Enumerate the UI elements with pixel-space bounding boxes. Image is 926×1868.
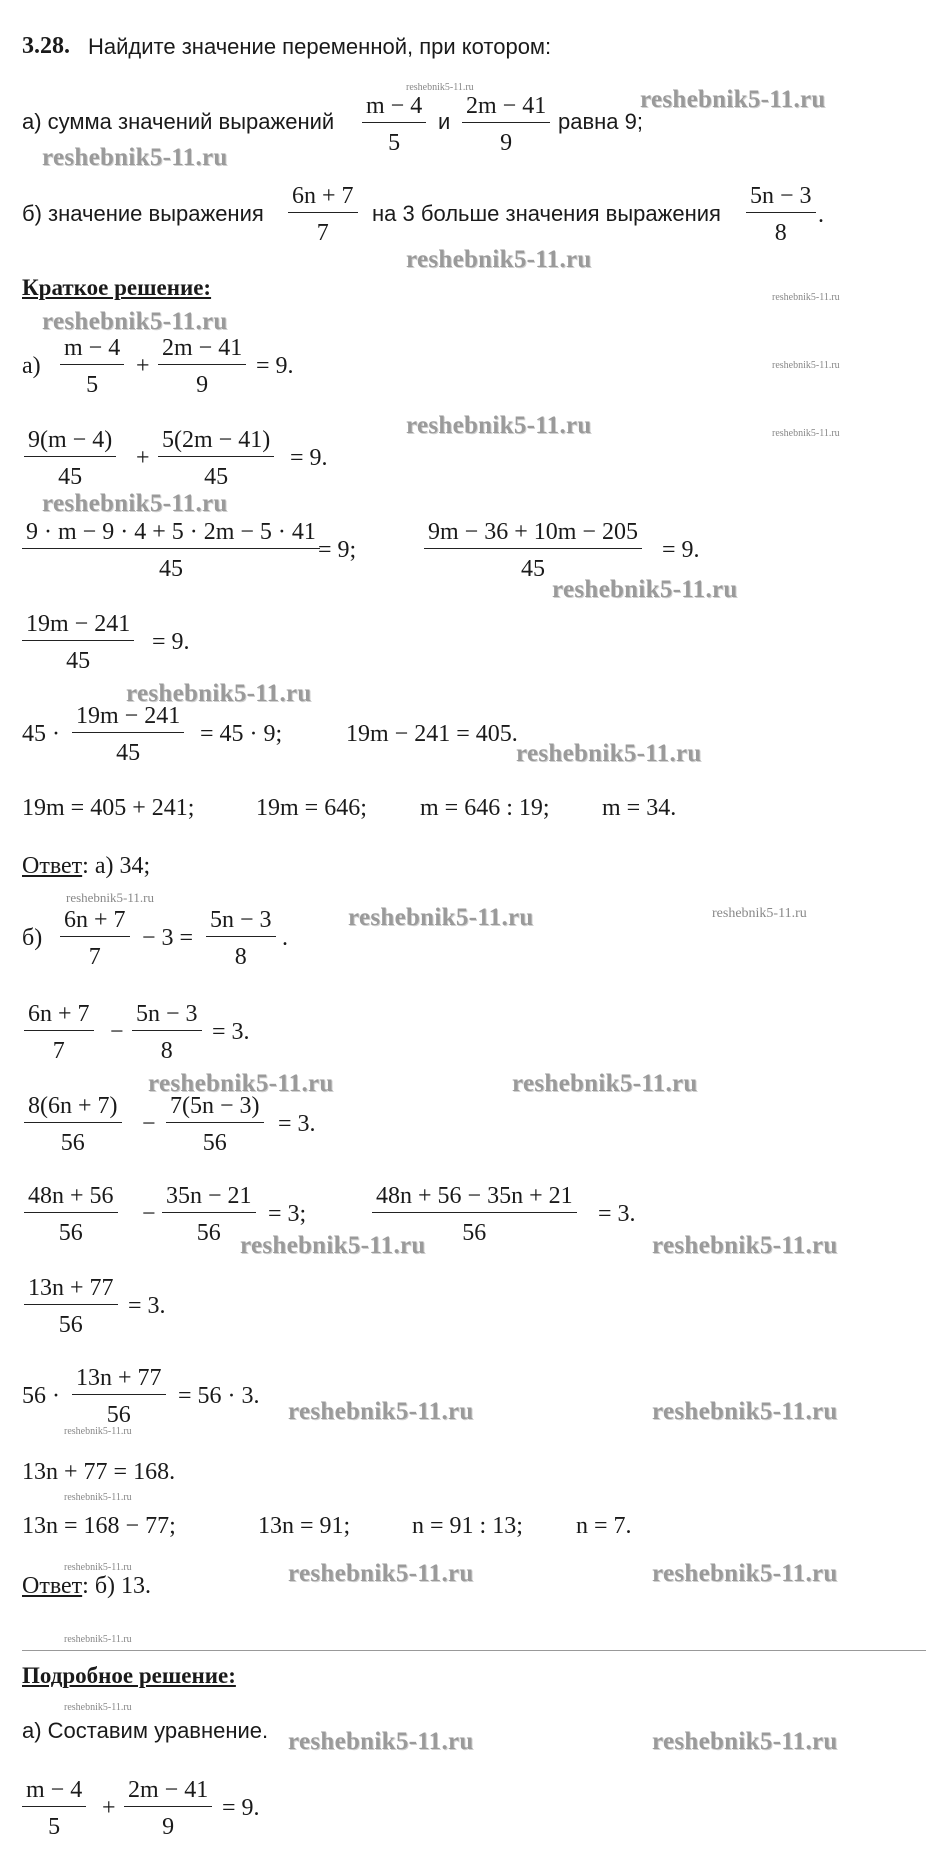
short-a1-fraction-2: 2m − 41 9	[158, 336, 246, 397]
watermark: reshebnik5-11.ru	[288, 1398, 474, 1425]
watermark: reshebnik5-11.ru	[42, 144, 228, 171]
detailed-a-intro: а) Составим уравнение.	[22, 1718, 269, 1743]
short-b2-fraction-1: 6n + 7 7	[24, 1002, 94, 1063]
short-b3-fraction-1: 8(6n + 7) 56	[24, 1094, 122, 1155]
short-b6-fraction: 13n + 77 56	[72, 1366, 166, 1427]
watermark-small: reshebnik5-11.ru	[64, 1492, 132, 1503]
watermark: reshebnik5-11.ru	[406, 412, 592, 439]
short-b6-rhs: = 56 · 3.	[178, 1383, 260, 1409]
part-a-fraction-2: 2m − 41 9	[462, 94, 550, 155]
short-b4-rhs2: = 3.	[598, 1201, 636, 1227]
short-a4-rhs: = 9.	[152, 629, 190, 655]
watermark-small: reshebnik5-11.ru	[406, 82, 474, 93]
watermark: reshebnik5-11.ru	[640, 86, 826, 113]
watermark-small: reshebnik5-11.ru	[66, 890, 154, 905]
detailed-solution-heading: Подробное решение:	[22, 1663, 236, 1688]
watermark-small: reshebnik5-11.ru	[712, 906, 807, 921]
short-solution-heading: Краткое решение:	[22, 275, 212, 300]
part-b-prefix: б) значение выражения	[22, 201, 264, 226]
watermark-small: reshebnik5-11.ru	[772, 360, 840, 371]
watermark: reshebnik5-11.ru	[652, 1560, 838, 1587]
detailed-a1-fraction-2: 2m − 41 9	[124, 1778, 212, 1839]
short-b4-op: −	[142, 1201, 156, 1227]
watermark: reshebnik5-11.ru	[148, 1070, 334, 1097]
short-a6-step-1: 19m = 405 + 241;	[22, 795, 195, 821]
short-a1-fraction-1: m − 4 5	[60, 336, 124, 397]
short-a-label: а)	[22, 353, 41, 379]
watermark: reshebnik5-11.ru	[552, 576, 738, 603]
short-a5-lhs: 45 ·	[22, 721, 60, 747]
short-a6-step-4: m = 34.	[602, 795, 677, 821]
short-b8-step-1: 13n = 168 − 77;	[22, 1513, 176, 1539]
watermark: reshebnik5-11.ru	[288, 1560, 474, 1587]
watermark-small: reshebnik5-11.ru	[64, 1634, 132, 1645]
watermark: reshebnik5-11.ru	[652, 1398, 838, 1425]
short-answer-b: Ответ: б) 13.	[22, 1573, 152, 1599]
short-b5-rhs: = 3.	[128, 1293, 166, 1319]
short-b3-rhs: = 3.	[278, 1111, 316, 1137]
short-a3-rhs1: = 9;	[318, 537, 357, 563]
short-a3-fraction-2: 9m − 36 + 10m − 205 45	[424, 520, 642, 581]
watermark: reshebnik5-11.ru	[406, 246, 592, 273]
short-a6-step-2: 19m = 646;	[256, 795, 367, 821]
task-number: 3.28.	[22, 33, 70, 59]
short-a2-fraction-1: 9(m − 4) 45	[24, 428, 116, 489]
short-answer-a: Ответ: а) 34;	[22, 853, 151, 879]
short-b1-op: − 3 =	[142, 925, 194, 951]
watermark: reshebnik5-11.ru	[348, 904, 534, 931]
short-b1-fraction-2: 5n − 3 8	[206, 908, 276, 969]
watermark: reshebnik5-11.ru	[42, 308, 228, 335]
short-a3-rhs2: = 9.	[662, 537, 700, 563]
part-a-suffix: равна 9;	[558, 109, 644, 134]
short-b8-step-3: n = 91 : 13;	[412, 1513, 523, 1539]
short-a2-rhs: = 9.	[290, 445, 328, 471]
short-a4-fraction: 19m − 241 45	[22, 612, 134, 673]
task-statement: Найдите значение переменной, при котором:	[88, 34, 552, 59]
short-b2-op: −	[110, 1019, 124, 1045]
watermark: reshebnik5-11.ru	[126, 680, 312, 707]
watermark: reshebnik5-11.ru	[240, 1232, 426, 1259]
short-b1-fraction-1: 6n + 7 7	[60, 908, 130, 969]
part-b-fraction-2: 5n − 3 8	[746, 184, 816, 245]
part-b-suffix: .	[818, 202, 824, 228]
part-b-middle: на 3 больше значения выражения	[372, 201, 721, 226]
watermark-small: reshebnik5-11.ru	[64, 1702, 132, 1713]
detailed-a1-rhs: = 9.	[222, 1795, 260, 1821]
watermark: reshebnik5-11.ru	[516, 740, 702, 767]
short-b4-fraction-1: 48n + 56 56	[24, 1184, 118, 1245]
short-a5-eq2: 19m − 241 = 405.	[346, 721, 518, 747]
short-b2-fraction-2: 5n − 3 8	[132, 1002, 202, 1063]
short-a5-fraction: 19m − 241 45	[72, 704, 184, 765]
part-b-fraction-1: 6n + 7 7	[288, 184, 358, 245]
short-b8-step-4: n = 7.	[576, 1513, 632, 1539]
short-b3-op: −	[142, 1111, 156, 1137]
part-a-fraction-1: m − 4 5	[362, 94, 426, 155]
section-divider	[22, 1650, 926, 1651]
short-a2-op: +	[136, 445, 150, 471]
short-a3-fraction-1: 9 · m − 9 · 4 + 5 · 2m − 5 · 41 45	[22, 520, 320, 581]
short-a5-rhs: = 45 · 9;	[200, 721, 283, 747]
short-b3-fraction-2: 7(5n − 3) 56	[166, 1094, 264, 1155]
short-a1-rhs: = 9.	[256, 353, 294, 379]
watermark-small: reshebnik5-11.ru	[772, 428, 840, 439]
part-a-prefix: а) сумма значений выражений	[22, 109, 335, 134]
short-b4-fraction-3: 48n + 56 − 35n + 21 56	[372, 1184, 577, 1245]
short-b2-rhs: = 3.	[212, 1019, 250, 1045]
short-b6-lhs: 56 ·	[22, 1383, 60, 1409]
part-a-conj: и	[438, 109, 451, 134]
short-b-label: б)	[22, 925, 43, 951]
detailed-a1-fraction-1: m − 4 5	[22, 1778, 86, 1839]
watermark-small: reshebnik5-11.ru	[64, 1562, 132, 1573]
watermark-small: reshebnik5-11.ru	[772, 292, 840, 303]
watermark: reshebnik5-11.ru	[652, 1232, 838, 1259]
short-b5-fraction: 13n + 77 56	[24, 1276, 118, 1337]
watermark: reshebnik5-11.ru	[652, 1728, 838, 1755]
watermark: reshebnik5-11.ru	[288, 1728, 474, 1755]
watermark: reshebnik5-11.ru	[42, 490, 228, 517]
short-a6-step-3: m = 646 : 19;	[420, 795, 550, 821]
short-a1-op: +	[136, 353, 150, 379]
short-b8-step-2: 13n = 91;	[258, 1513, 351, 1539]
detailed-a1-op: +	[102, 1795, 116, 1821]
short-b1-rhs: .	[282, 925, 288, 951]
watermark: reshebnik5-11.ru	[512, 1070, 698, 1097]
short-a2-fraction-2: 5(2m − 41) 45	[158, 428, 274, 489]
short-b7: 13n + 77 = 168.	[22, 1459, 176, 1485]
watermark-small: reshebnik5-11.ru	[64, 1426, 132, 1437]
short-b4-rhs1: = 3;	[268, 1201, 307, 1227]
short-b4-fraction-2: 35n − 21 56	[162, 1184, 256, 1245]
